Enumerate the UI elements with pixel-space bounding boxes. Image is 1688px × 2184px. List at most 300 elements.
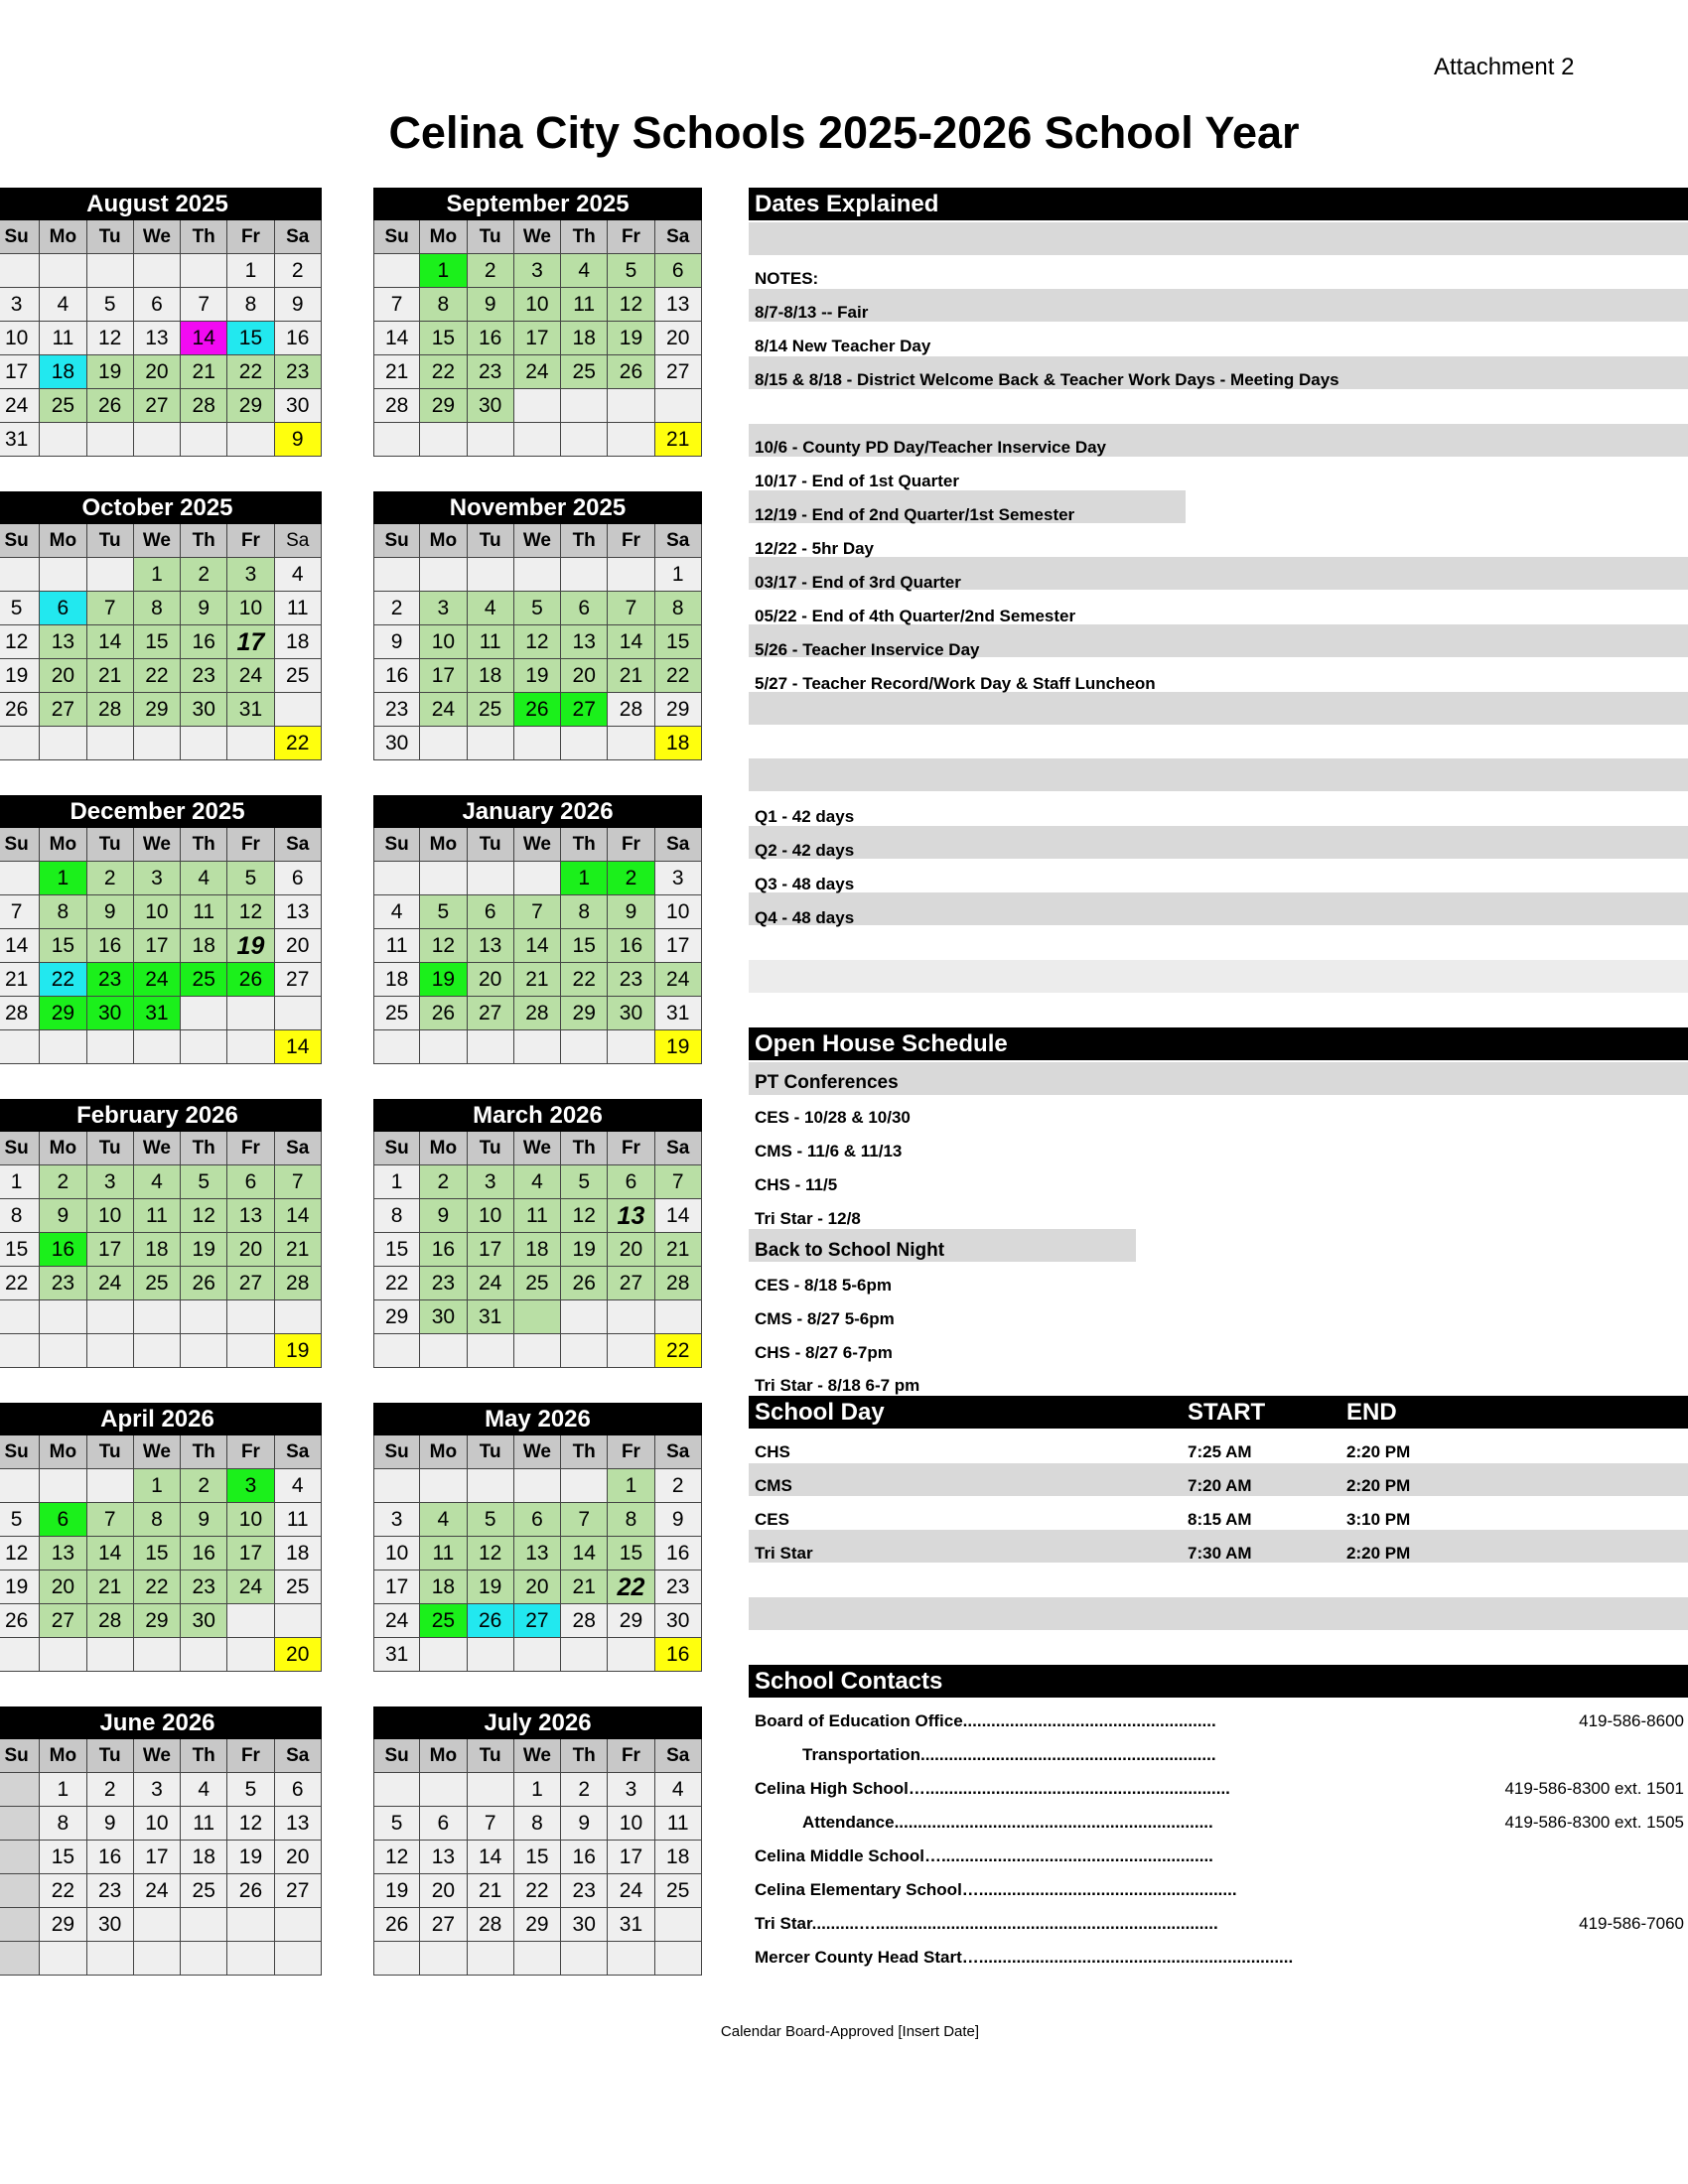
day-cell: 12 [468,1537,514,1570]
day-cell: 3 [373,1503,420,1537]
month-title: July 2026 [373,1706,702,1739]
day-cell: 11 [373,929,420,963]
weekday-header: Fr [227,1739,274,1773]
day-cell: 8 [227,288,274,322]
weekday-header: Fr [608,1435,654,1469]
day-cell: 23 [40,1267,86,1300]
weekday-header: Su [0,524,40,558]
day-cell: 7 [373,288,420,322]
weekday-header: Th [561,828,608,862]
day-cell [468,1638,514,1672]
day-cell: 21 [181,355,227,389]
day-cell [608,727,654,760]
month-calendar [373,1706,702,1976]
day-cell: 1 [134,1469,181,1503]
day-cell: 30 [608,997,654,1030]
day-cell: 25 [373,997,420,1030]
note-item: 5/27 - Teacher Record/Work Day & Staff Luncheon [755,674,1156,693]
day-cell: 4 [655,1773,702,1807]
day-cell [561,727,608,760]
day-cell [275,1300,322,1334]
day-cell: 28 [514,997,561,1030]
day-cell: 5 [0,1503,40,1537]
day-cell: 27 [468,997,514,1030]
day-cell: 10 [87,1199,134,1233]
day-cell [0,1807,40,1841]
note-item: 10/17 - End of 1st Quarter [755,472,959,490]
day-cell: 2 [87,1773,134,1807]
day-cell: 28 [561,1604,608,1638]
day-cell: 9 [468,288,514,322]
day-cell: 24 [0,389,40,423]
day-cell: 12 [227,1807,274,1841]
day-cell [561,1300,608,1334]
day-cell [40,1638,86,1672]
quarter-days: Q4 - 48 days [755,908,855,927]
day-cell: 21 [87,1570,134,1604]
day-cell [468,862,514,895]
day-cell [373,1334,420,1368]
day-cell [514,1942,561,1976]
day-cell: 7 [181,288,227,322]
day-cell: 11 [468,625,514,659]
day-cell: 12 [181,1199,227,1233]
day-cell: 16 [181,625,227,659]
day-cell [468,558,514,592]
day-cell: 2 [181,558,227,592]
day-cell: 31 [373,1638,420,1672]
day-cell [608,423,654,457]
day-cell: 17 [134,1841,181,1874]
day-cell: 17 [373,1570,420,1604]
day-cell: 31 [134,997,181,1030]
weekday-header: We [134,220,181,254]
day-cell [561,423,608,457]
day-cell: 13 [227,1199,274,1233]
day-cell: 16 [468,322,514,355]
day-cell: 27 [40,693,86,727]
day-cell: 19 [227,929,274,963]
day-cell: 6 [275,862,322,895]
day-cell: 25 [181,963,227,997]
day-cell [420,727,467,760]
day-cell: 2 [420,1165,467,1199]
day-cell: 10 [608,1807,654,1841]
day-cell: 7 [561,1503,608,1537]
day-cell: 5 [227,862,274,895]
day-cell: 16 [420,1233,467,1267]
end-time: 3:10 PM [1346,1510,1411,1529]
day-cell: 26 [561,1267,608,1300]
day-cell: 24 [227,659,274,693]
day-cell: 5 [0,592,40,625]
day-cell: 3 [514,254,561,288]
weekday-header: Su [373,828,420,862]
day-count-cell: 19 [275,1334,322,1368]
day-cell [227,1908,274,1942]
day-cell: 19 [0,659,40,693]
day-cell [373,558,420,592]
day-cell: 22 [514,1874,561,1908]
weekday-header: Mo [40,220,86,254]
day-cell [514,423,561,457]
day-cell: 18 [514,1233,561,1267]
day-cell: 23 [87,963,134,997]
day-cell [134,1638,181,1672]
day-cell: 6 [514,1503,561,1537]
day-cell [181,254,227,288]
weekday-header: Sa [275,524,322,558]
day-cell: 6 [134,288,181,322]
weekday-header: Su [373,1435,420,1469]
day-cell: 24 [608,1874,654,1908]
day-cell: 20 [227,1233,274,1267]
day-cell: 14 [561,1537,608,1570]
day-cell: 4 [468,592,514,625]
day-cell: 16 [608,929,654,963]
note-item: 8/15 & 8/18 - District Welcome Back & Teacher Work Days - Meeting Days [755,370,1339,389]
day-cell [420,558,467,592]
band [749,289,1688,322]
day-cell: 21 [373,355,420,389]
day-cell: 22 [561,963,608,997]
day-cell: 4 [420,1503,467,1537]
day-cell: 25 [420,1604,467,1638]
day-cell: 5 [181,1165,227,1199]
month-calendar [373,1099,702,1368]
day-cell: 6 [655,254,702,288]
month-grid [373,524,702,760]
day-cell: 11 [134,1199,181,1233]
day-cell [373,1030,420,1064]
day-cell: 12 [373,1841,420,1874]
weekday-header: Tu [468,1435,514,1469]
day-cell: 4 [275,558,322,592]
weekday-header: Su [0,1132,40,1165]
weekday-header: We [514,828,561,862]
day-cell: 17 [134,929,181,963]
day-cell: 18 [40,355,86,389]
day-cell: 21 [0,963,40,997]
day-cell [0,1030,40,1064]
open-house-header: Open House Schedule [749,1027,1688,1060]
day-cell: 19 [87,355,134,389]
day-cell: 4 [373,895,420,929]
day-cell [181,997,227,1030]
weekday-header: We [134,524,181,558]
day-cell [608,1942,654,1976]
day-cell [275,1604,322,1638]
month-grid [373,1739,702,1976]
day-cell [181,1908,227,1942]
notes-label: NOTES: [755,269,819,288]
weekday-header: Tu [87,220,134,254]
day-cell: 29 [373,1300,420,1334]
day-cell: 23 [468,355,514,389]
day-cell [468,1469,514,1503]
month-title: April 2026 [0,1403,322,1435]
weekday-header: Sa [655,1132,702,1165]
day-cell: 1 [373,1165,420,1199]
day-cell [181,1334,227,1368]
day-cell: 2 [87,862,134,895]
day-cell [0,1469,40,1503]
day-cell: 23 [373,693,420,727]
day-cell [227,1638,274,1672]
day-cell: 6 [608,1165,654,1199]
day-cell [0,727,40,760]
day-cell: 11 [181,895,227,929]
day-cell: 7 [608,592,654,625]
weekday-header: Th [561,524,608,558]
day-cell [373,1942,420,1976]
day-cell [468,1773,514,1807]
contact-label: Transportation............................................................... [802,1745,1216,1764]
weekday-header: Th [561,1739,608,1773]
day-cell: 30 [181,693,227,727]
day-cell: 26 [0,693,40,727]
day-cell [420,1030,467,1064]
day-cell [420,1334,467,1368]
day-cell: 29 [420,389,467,423]
start-time: 7:20 AM [1188,1476,1252,1495]
day-cell [134,1030,181,1064]
day-cell: 9 [420,1199,467,1233]
day-cell: 29 [655,693,702,727]
day-cell: 22 [40,1874,86,1908]
weekday-header: Su [0,220,40,254]
end-time: 2:20 PM [1346,1442,1411,1461]
day-cell: 13 [40,625,86,659]
day-cell: 5 [608,254,654,288]
day-cell: 29 [40,1908,86,1942]
day-cell [420,1638,467,1672]
weekday-header: Tu [87,1435,134,1469]
day-cell [181,727,227,760]
day-cell [134,254,181,288]
day-cell: 18 [561,322,608,355]
day-cell: 12 [514,625,561,659]
day-cell: 1 [608,1469,654,1503]
day-cell: 22 [420,355,467,389]
band [749,222,1688,255]
day-cell: 31 [0,423,40,457]
day-cell: 17 [227,1537,274,1570]
month-grid [0,1435,322,1672]
day-cell: 15 [227,322,274,355]
day-cell: 9 [181,592,227,625]
day-cell: 24 [134,963,181,997]
day-cell [561,558,608,592]
day-cell: 13 [468,929,514,963]
day-cell: 13 [420,1841,467,1874]
day-cell [227,997,274,1030]
month-grid [373,1435,702,1672]
weekday-header: Sa [655,828,702,862]
day-cell [514,389,561,423]
day-cell: 19 [561,1233,608,1267]
school-day-header: School Day START END [749,1396,1688,1429]
day-cell: 14 [514,929,561,963]
weekday-header: Mo [40,1132,86,1165]
day-cell: 14 [0,929,40,963]
weekday-header: Th [181,220,227,254]
month-title: October 2025 [0,491,322,524]
month-calendar [0,491,322,760]
weekday-header: Sa [655,1739,702,1773]
day-cell [227,1030,274,1064]
day-cell: 29 [134,1604,181,1638]
day-cell: 13 [134,322,181,355]
day-cell: 31 [655,997,702,1030]
day-count-cell: 21 [655,423,702,457]
day-cell: 19 [0,1570,40,1604]
day-cell: 28 [87,1604,134,1638]
weekday-header: Th [181,524,227,558]
day-cell: 1 [227,254,274,288]
day-cell: 21 [87,659,134,693]
day-cell: 10 [0,322,40,355]
day-count-cell: 19 [655,1030,702,1064]
day-cell [0,862,40,895]
day-cell: 30 [275,389,322,423]
day-cell [514,1300,561,1334]
weekday-header: Fr [608,1132,654,1165]
bts-item: Tri Star - 8/18 6-7 pm [755,1376,920,1395]
day-cell [275,1942,322,1976]
pt-item: CES - 10/28 & 10/30 [755,1108,911,1127]
month-calendar [373,1403,702,1672]
day-cell: 1 [40,862,86,895]
day-cell: 15 [134,625,181,659]
day-cell [514,1638,561,1672]
day-cell: 18 [468,659,514,693]
day-cell: 18 [134,1233,181,1267]
day-cell: 10 [514,288,561,322]
day-cell [608,1300,654,1334]
day-cell: 5 [373,1807,420,1841]
day-cell: 23 [608,963,654,997]
day-cell: 24 [514,355,561,389]
note-item: 03/17 - End of 3rd Quarter [755,573,961,592]
day-cell: 30 [655,1604,702,1638]
day-cell: 22 [134,1570,181,1604]
day-cell [87,1334,134,1368]
day-cell: 6 [420,1807,467,1841]
day-cell: 19 [373,1874,420,1908]
band [749,1597,1688,1630]
weekday-header: Th [561,1132,608,1165]
day-cell [87,1300,134,1334]
day-cell: 19 [608,322,654,355]
day-cell: 26 [227,963,274,997]
weekday-header: Fr [227,1435,274,1469]
day-cell: 7 [514,895,561,929]
day-cell [373,254,420,288]
day-cell [0,254,40,288]
day-cell: 22 [373,1267,420,1300]
weekday-header: Tu [468,1739,514,1773]
weekday-header: Th [181,1132,227,1165]
start-time: 7:25 AM [1188,1442,1252,1461]
day-cell: 26 [514,693,561,727]
day-cell [655,389,702,423]
weekday-header: Sa [655,524,702,558]
day-cell: 24 [468,1267,514,1300]
contact-label: Celina High School…................................................................. [755,1779,1230,1798]
weekday-header: Su [373,1132,420,1165]
day-cell: 3 [468,1165,514,1199]
day-cell: 15 [608,1537,654,1570]
day-cell: 29 [514,1908,561,1942]
day-count-cell: 20 [275,1638,322,1672]
day-cell: 25 [134,1267,181,1300]
day-cell: 26 [468,1604,514,1638]
day-cell: 18 [420,1570,467,1604]
day-count-cell: 16 [655,1638,702,1672]
day-cell [373,1773,420,1807]
day-cell: 4 [181,862,227,895]
day-cell: 12 [227,895,274,929]
day-cell: 2 [275,254,322,288]
day-cell: 27 [608,1267,654,1300]
school-name: CHS [755,1442,790,1461]
day-cell: 25 [40,389,86,423]
day-cell: 2 [373,592,420,625]
band [749,758,1688,791]
day-cell [40,1469,86,1503]
month-calendar [0,1403,322,1672]
day-cell: 1 [561,862,608,895]
day-cell: 17 [608,1841,654,1874]
weekday-header: We [134,1739,181,1773]
day-cell: 30 [561,1908,608,1942]
day-cell: 25 [275,659,322,693]
day-cell: 7 [87,1503,134,1537]
day-cell: 15 [420,322,467,355]
day-cell: 17 [227,625,274,659]
weekday-header: We [134,1435,181,1469]
day-cell [468,1030,514,1064]
day-cell: 21 [608,659,654,693]
day-cell [420,862,467,895]
day-cell: 19 [181,1233,227,1267]
day-cell [181,1030,227,1064]
weekday-header: Fr [608,828,654,862]
day-cell: 3 [134,862,181,895]
day-cell: 27 [561,693,608,727]
day-cell [227,1334,274,1368]
day-cell: 26 [87,389,134,423]
day-cell: 29 [561,997,608,1030]
weekday-header: Mo [40,524,86,558]
start-header: START [1188,1399,1266,1426]
day-count-cell: 9 [275,423,322,457]
day-cell [561,1638,608,1672]
day-cell [420,1773,467,1807]
weekday-header: We [514,524,561,558]
day-cell: 18 [275,625,322,659]
day-cell [40,1334,86,1368]
day-cell [561,1334,608,1368]
note-item: 10/6 - County PD Day/Teacher Inservice Day [755,438,1107,457]
day-cell: 10 [468,1199,514,1233]
day-cell: 23 [181,1570,227,1604]
day-cell: 5 [561,1165,608,1199]
weekday-header: Tu [87,524,134,558]
weekday-header: We [514,220,561,254]
note-item: 12/19 - End of 2nd Quarter/1st Semester [755,505,1075,524]
